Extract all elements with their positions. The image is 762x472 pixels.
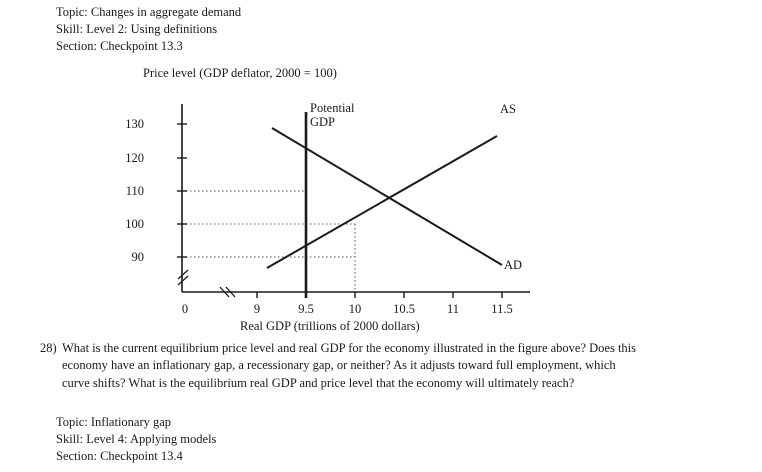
x-tick-label-11: 11 bbox=[446, 302, 460, 316]
x-tick-label-11-5: 11.5 bbox=[491, 302, 513, 316]
metadata-topic-2: Topic: Inflationary gap bbox=[56, 415, 172, 429]
x-tick-label-0: 0 bbox=[181, 302, 189, 316]
potential-gdp-label: Potential GDP bbox=[310, 101, 355, 129]
metadata-topic: Topic: Changes in aggregate demand bbox=[56, 5, 242, 19]
question-block bbox=[40, 340, 640, 392]
x-axis-title: Real GDP (trillions of 2000 dollars) bbox=[240, 319, 420, 333]
as-curve bbox=[267, 136, 497, 268]
metadata-section-2: Section: Checkpoint 13.4 bbox=[56, 449, 183, 463]
x-tick-label-10: 10 bbox=[348, 302, 362, 316]
metadata-section: Section: Checkpoint 13.3 bbox=[56, 39, 183, 53]
y-tick-label-120: 120 bbox=[125, 151, 144, 165]
metadata-skill-2: Skill: Level 4: Applying models bbox=[56, 432, 217, 446]
metadata-skill: Skill: Level 2: Using definitions bbox=[56, 22, 218, 36]
bottom-metadata-block bbox=[56, 414, 216, 465]
question-number: 28) bbox=[40, 341, 57, 355]
ad-curve-label: AD bbox=[504, 258, 523, 272]
y-tick-label-110: 110 bbox=[125, 184, 144, 198]
aggregate-demand-supply-figure bbox=[110, 66, 590, 336]
x-tick-label-9-5: 9.5 bbox=[298, 302, 314, 316]
question-text: What is the current equilibrium price level and real GDP for the economy illustrated in the figure above? Does this economy have an inflationary gap, a recessionary gap, or neither? As it adjusts toward full employment, which curve shifts? What is the equilibrium real GDP and price level that the economy will ultimately reach? bbox=[62, 341, 637, 390]
axis-break-marks bbox=[178, 270, 235, 297]
x-tick-marks bbox=[257, 292, 502, 298]
y-tick-label-90: 90 bbox=[131, 250, 144, 264]
x-tick-label-9: 9 bbox=[253, 302, 261, 316]
y-tick-label-130: 130 bbox=[125, 117, 144, 131]
chart-gridlines bbox=[182, 191, 355, 257]
y-tick-label-100: 100 bbox=[125, 217, 144, 231]
top-metadata-block bbox=[56, 4, 241, 55]
x-tick-label-10-5: 10.5 bbox=[393, 302, 415, 316]
as-curve-label: AS bbox=[500, 102, 516, 116]
chart-title: Price level (GDP deflator, 2000 = 100) bbox=[143, 66, 337, 80]
